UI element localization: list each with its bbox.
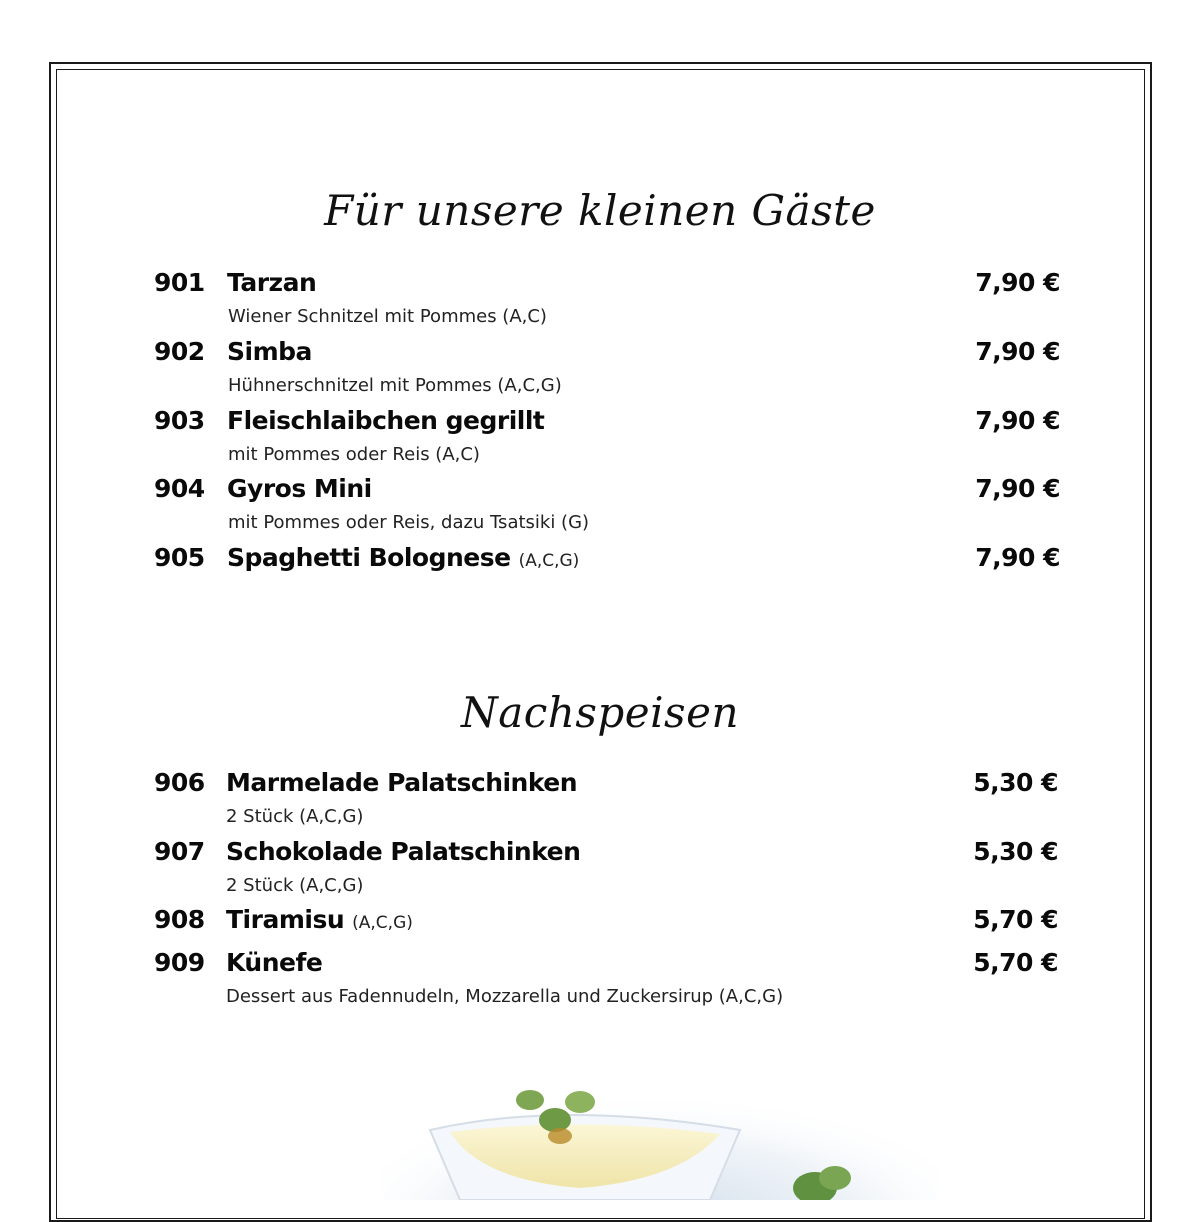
item-number: 904 <box>154 474 205 503</box>
item-price: 5,30 € <box>973 768 1058 797</box>
section-title-kids: Für unsere kleinen Gäste <box>324 186 876 235</box>
item-number: 901 <box>154 268 205 297</box>
item-name-with-allergens <box>226 905 413 934</box>
item-name: Fleischlaibchen gegrillt <box>227 406 545 435</box>
item-number: 909 <box>154 948 205 977</box>
item-name: Tiramisu <box>226 905 345 934</box>
item-number: 907 <box>154 837 205 866</box>
item-price: 5,70 € <box>973 905 1058 934</box>
item-name: Gyros Mini <box>227 474 372 503</box>
item-price: 7,90 € <box>975 474 1060 503</box>
item-number: 905 <box>154 543 205 572</box>
item-price: 7,90 € <box>975 337 1060 366</box>
item-allergens: (A,C,G) <box>352 913 413 933</box>
item-description: Hühnerschnitzel mit Pommes (A,C,G) <box>228 375 562 396</box>
item-description: Wiener Schnitzel mit Pommes (A,C) <box>228 306 547 327</box>
dessert-illustration <box>380 1060 940 1200</box>
item-name: Schokolade Palatschinken <box>226 837 581 866</box>
item-price: 5,30 € <box>973 837 1058 866</box>
item-price: 7,90 € <box>975 543 1060 572</box>
item-name-with-allergens <box>227 543 579 572</box>
section-title-desserts: Nachspeisen <box>460 688 740 737</box>
item-description: Dessert aus Fadennudeln, Mozzarella und Zuckersirup (A,C,G) <box>226 986 784 1007</box>
item-description: mit Pommes oder Reis, dazu Tsatsiki (G) <box>228 512 590 533</box>
item-name: Spaghetti Bolognese <box>227 543 511 572</box>
item-name: Marmelade Palatschinken <box>226 768 578 797</box>
item-number: 903 <box>154 406 205 435</box>
item-price: 7,90 € <box>975 406 1060 435</box>
item-number: 908 <box>154 905 205 934</box>
item-allergens: (A,C,G) <box>518 551 580 571</box>
item-description: 2 Stück (A,C,G) <box>226 806 364 827</box>
item-description: 2 Stück (A,C,G) <box>226 875 364 896</box>
item-number: 902 <box>154 337 205 366</box>
item-number: 906 <box>154 768 205 797</box>
item-name: Künefe <box>226 948 323 977</box>
item-name: Tarzan <box>227 268 317 297</box>
item-price: 5,70 € <box>973 948 1058 977</box>
item-price: 7,90 € <box>975 268 1060 297</box>
menu-border-inner <box>56 69 1145 1219</box>
dessert-photo <box>380 1060 940 1200</box>
item-name: Simba <box>227 337 312 366</box>
item-description: mit Pommes oder Reis (A,C) <box>228 444 480 465</box>
